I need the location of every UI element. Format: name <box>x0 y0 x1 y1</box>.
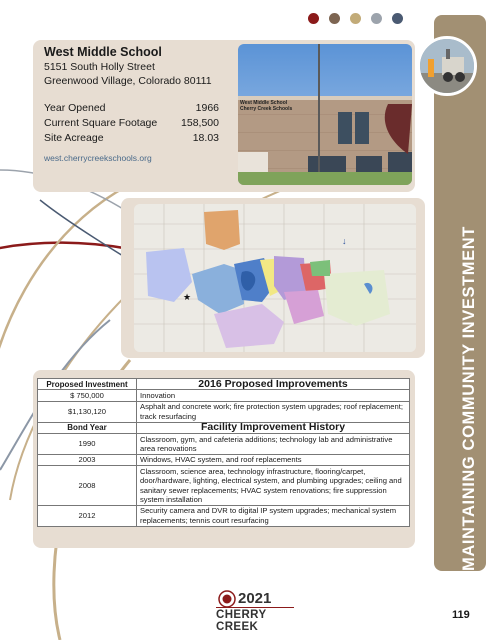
history-desc: Windows, HVAC system, and roof replacements <box>137 454 410 465</box>
proposed-desc: Asphalt and concrete work; fire protection system upgrades; roof replacement; track resurfacing <box>137 401 410 422</box>
bond-year-header: Bond Year <box>38 422 137 433</box>
stat-label-sqft: Current Square Footage <box>44 117 158 129</box>
dot <box>308 13 319 24</box>
history-desc: Classroom, gym, and cafeteria additions; technology lab and administrative area renovations <box>137 434 410 455</box>
cherry-creek-logo <box>216 590 296 633</box>
school-street: 5151 South Holly Street <box>44 61 155 73</box>
table-row <box>38 390 410 401</box>
logo-emblem-icon <box>218 590 236 608</box>
district-map <box>134 204 416 352</box>
table-header-row <box>38 379 410 390</box>
table-header-row <box>38 422 410 433</box>
logo-divider <box>216 607 294 608</box>
table-row <box>38 434 410 455</box>
table-row <box>38 454 410 465</box>
stat-label-acreage: Site Acreage <box>44 132 104 144</box>
table-row <box>38 466 410 506</box>
stat-value-sqft: 158,500 <box>181 117 219 129</box>
school-name: West Middle School <box>44 45 162 59</box>
dot <box>350 13 361 24</box>
svg-text:★: ★ <box>183 292 192 302</box>
table-row <box>38 401 410 422</box>
bond-year: 2003 <box>38 454 137 465</box>
school-city: Greenwood Village, Colorado 80111 <box>44 75 212 87</box>
history-desc: Classroom, science area, technology infrastructure, flooring/carpet, door/hardware, lighting, electrical system, and plumbing upgrades; ceiling and sanitary sewer replacements; HVAC system renovations; fire suppression system installation <box>137 466 410 506</box>
dot <box>371 13 382 24</box>
logo-name: CHERRY CREEK <box>216 609 267 633</box>
proposed-amount: $1,130,120 <box>38 401 137 422</box>
logo-year: 2021 <box>238 590 272 607</box>
proposed-desc: Innovation <box>137 390 410 401</box>
stat-value-acreage: 18.03 <box>192 132 219 144</box>
construction-photo <box>417 36 477 96</box>
facility-history-title: Facility Improvement History <box>137 422 410 433</box>
history-desc: Security camera and DVR to digital IP system upgrades; mechanical system replacements; tennis court resurfacing <box>137 505 410 526</box>
proposed-investment-header: Proposed Investment <box>38 379 137 390</box>
page-number: 119 <box>452 609 470 621</box>
school-building-photo <box>238 44 412 185</box>
color-dots <box>308 13 403 24</box>
stat-label-year: Year Opened <box>44 102 106 114</box>
school-website-link[interactable]: west.cherrycreekschools.org <box>44 153 152 163</box>
proposed-amount: $ 750,000 <box>38 390 137 401</box>
stat-value-year: 1966 <box>195 102 219 114</box>
side-banner-title: MAINTAINING COMMUNITY INVESTMENT <box>460 226 478 571</box>
dot <box>329 13 340 24</box>
bond-year: 1990 <box>38 434 137 455</box>
bond-year: 2012 <box>38 505 137 526</box>
table-row <box>38 505 410 526</box>
improvements-table <box>37 378 410 527</box>
bond-year: 2008 <box>38 466 137 506</box>
proposed-improvements-title: 2016 Proposed Improvements <box>137 379 410 390</box>
svg-text:↓: ↓ <box>342 236 347 246</box>
dot <box>392 13 403 24</box>
building-sign: West Middle School Cherry Creek Schools <box>240 100 293 112</box>
